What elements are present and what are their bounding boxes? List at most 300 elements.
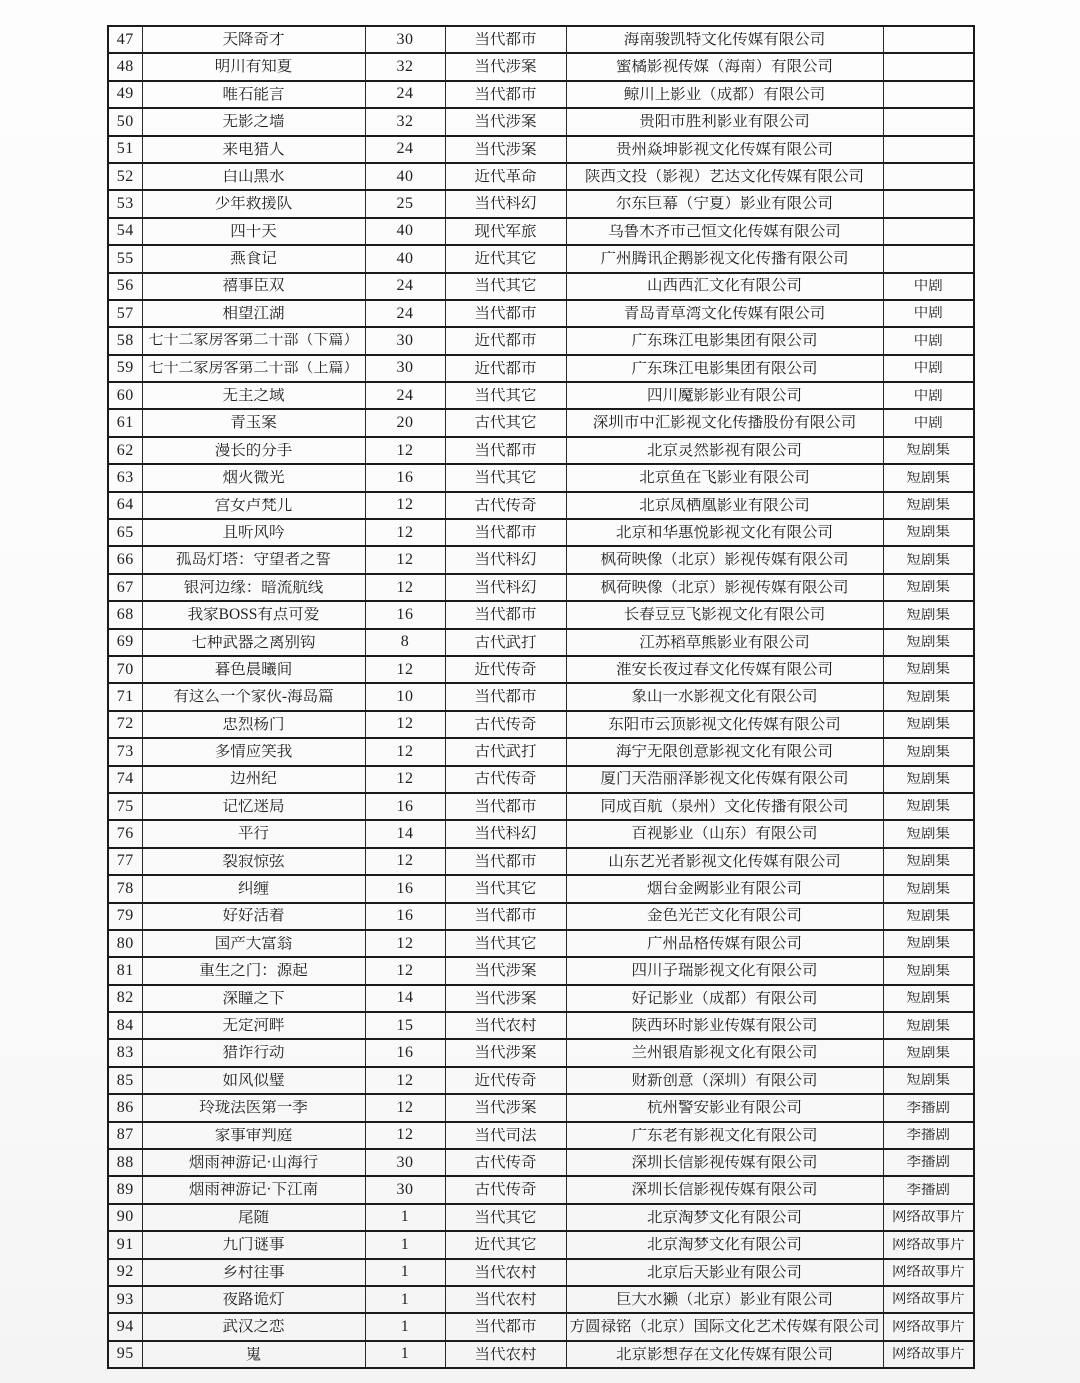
episode-count: 25: [396, 196, 414, 213]
table-row: [108, 1231, 974, 1258]
category-cell: [883, 327, 974, 354]
genre: 当代司法: [474, 1127, 537, 1144]
category-cell: [883, 793, 974, 820]
row-number-cell: [108, 1259, 142, 1286]
row-number-cell: [108, 1341, 142, 1368]
production-company: 烟台金阙影业有限公司: [646, 881, 802, 897]
title-cell: [142, 711, 365, 738]
genre-cell: [445, 903, 566, 930]
genre: 近代其它: [474, 1237, 537, 1253]
genre-cell: [445, 574, 566, 601]
row-number-cell: [108, 629, 142, 656]
table-row: [108, 985, 974, 1012]
table-body: [108, 26, 974, 1368]
episode-count: 20: [396, 415, 414, 432]
genre: 当代其它: [474, 935, 537, 952]
row-number: 57: [116, 305, 134, 322]
drama-title: 夜路诡灯: [222, 1291, 285, 1308]
production-company: 北京凤栖凰影业有限公司: [639, 497, 810, 514]
episode-count: 12: [396, 743, 414, 760]
company-cell: [566, 108, 883, 135]
row-number: 95: [116, 1346, 134, 1363]
production-company: 深圳长信影视传媒有限公司: [631, 1182, 818, 1198]
production-company: 北京影想存在文化传媒有限公司: [615, 1346, 833, 1363]
company-cell: [566, 629, 883, 656]
company-cell: [566, 930, 883, 957]
drama-title: 边州纪: [230, 771, 277, 787]
table-row: [108, 108, 974, 135]
row-number: 77: [116, 853, 134, 870]
company-cell: [566, 1286, 883, 1313]
table-row: [108, 81, 974, 108]
row-number: 78: [116, 880, 134, 897]
episode-count: 1: [400, 1236, 410, 1253]
genre-cell: [445, 1176, 566, 1203]
row-number-cell: [108, 1286, 142, 1313]
genre: 古代其它: [474, 415, 537, 431]
company-cell: [566, 327, 883, 354]
drama-title: 青玉案: [230, 415, 277, 431]
category-cell: [883, 903, 974, 930]
genre-cell: [445, 409, 566, 436]
category-cell: [883, 683, 974, 710]
genre-cell: [445, 957, 566, 984]
drama-title: 有这么一个家伙-海岛篇: [173, 689, 334, 705]
table-row: [108, 382, 974, 409]
episode-count-cell: [365, 1204, 445, 1231]
genre-cell: [445, 218, 566, 245]
row-number-cell: [108, 1204, 142, 1231]
row-number: 48: [116, 59, 134, 76]
genre-cell: [445, 437, 566, 464]
row-number: 65: [116, 524, 134, 541]
title-cell: [142, 601, 365, 628]
drama-title: 相望江湖: [222, 305, 285, 322]
episode-count: 24: [396, 278, 414, 295]
episode-count-cell: [365, 820, 445, 847]
genre-cell: [445, 1259, 566, 1286]
genre-cell: [445, 108, 566, 135]
category-cell: [883, 711, 974, 738]
category-cell: [883, 766, 974, 793]
row-number-cell: [108, 519, 142, 546]
title-cell: [142, 492, 365, 519]
table-row: [108, 1012, 974, 1039]
genre-cell: [445, 1122, 566, 1149]
episode-count-cell: [365, 492, 445, 519]
genre: 当代都市: [474, 86, 537, 103]
row-number-cell: [108, 820, 142, 847]
row-number: 64: [116, 497, 134, 514]
genre: 当代农村: [474, 1346, 537, 1363]
category-cell: [883, 1231, 974, 1258]
production-company: 广州品格传媒有限公司: [646, 935, 802, 952]
title-cell: [142, 766, 365, 793]
genre: 当代都市: [474, 31, 537, 48]
row-number-cell: [108, 875, 142, 902]
row-number-cell: [108, 957, 142, 984]
category: 季播剧: [906, 1155, 950, 1170]
company-cell: [566, 875, 883, 902]
category-cell: [883, 108, 974, 135]
production-company: 山西西汇文化有限公司: [646, 278, 802, 294]
production-company: 杭州警安影业有限公司: [646, 1100, 802, 1116]
row-number-cell: [108, 930, 142, 957]
category-cell: [883, 1039, 974, 1066]
episode-count-cell: [365, 683, 445, 710]
genre-cell: [445, 1231, 566, 1258]
category-cell: [883, 1012, 974, 1039]
row-number-cell: [108, 985, 142, 1012]
category-cell: [883, 136, 974, 163]
category: 短剧集: [906, 443, 950, 458]
row-number: 62: [116, 442, 134, 459]
title-cell: [142, 1122, 365, 1149]
genre-cell: [445, 81, 566, 108]
production-company: 广东珠江电影集团有限公司: [631, 360, 818, 377]
title-cell: [142, 875, 365, 902]
category: 短剧集: [906, 936, 950, 951]
genre-cell: [445, 793, 566, 820]
row-number-cell: [108, 1012, 142, 1039]
drama-title: 国产大富翁: [214, 935, 293, 952]
table-row: [108, 848, 974, 875]
row-number: 89: [116, 1182, 134, 1199]
drama-title: 孤岛灯塔：守望者之誓: [175, 552, 331, 568]
title-cell: [142, 218, 365, 245]
row-number-cell: [108, 492, 142, 519]
drama-title: 好好活着: [222, 908, 285, 924]
company-cell: [566, 1259, 883, 1286]
category: 季播剧: [906, 1100, 950, 1116]
table-row: [108, 1259, 974, 1286]
drama-title: 无定河畔: [222, 1018, 285, 1034]
company-cell: [566, 903, 883, 930]
title-cell: [142, 81, 365, 108]
episode-count: 30: [396, 31, 414, 48]
row-number: 76: [116, 826, 134, 843]
episode-count-cell: [365, 793, 445, 820]
company-cell: [566, 656, 883, 683]
category: 短剧集: [906, 1045, 950, 1061]
category: 短剧集: [906, 552, 950, 568]
company-cell: [566, 1313, 883, 1340]
row-number-cell: [108, 53, 142, 80]
title-cell: [142, 1176, 365, 1203]
row-number: 94: [116, 1319, 134, 1336]
genre-cell: [445, 1039, 566, 1066]
company-cell: [566, 163, 883, 190]
table-row: [108, 53, 974, 80]
category: 短剧集: [906, 662, 950, 677]
category-cell: [883, 738, 974, 765]
company-cell: [566, 1204, 883, 1231]
category-cell: [883, 519, 974, 546]
row-number: 83: [116, 1045, 134, 1062]
title-cell: [142, 683, 365, 710]
episode-count-cell: [365, 985, 445, 1012]
company-cell: [566, 1149, 883, 1176]
genre-cell: [445, 820, 566, 847]
title-cell: [142, 820, 365, 847]
genre-cell: [445, 875, 566, 902]
drama-title: 九门谜事: [222, 1237, 285, 1253]
row-number-cell: [108, 574, 142, 601]
production-company: 蜜橘影视传媒（海南）有限公司: [615, 59, 833, 75]
company-cell: [566, 1176, 883, 1203]
genre: 当代都市: [474, 853, 537, 870]
title-cell: [142, 1259, 365, 1286]
company-cell: [566, 793, 883, 820]
genre: 当代科幻: [474, 552, 537, 568]
genre-cell: [445, 300, 566, 327]
category: 季播剧: [906, 1182, 950, 1198]
genre: 当代其它: [474, 388, 537, 404]
company-cell: [566, 273, 883, 300]
genre-cell: [445, 163, 566, 190]
company-cell: [566, 81, 883, 108]
production-company: 长春豆豆飞影视文化有限公司: [623, 607, 826, 623]
genre-cell: [445, 519, 566, 546]
row-number: 66: [116, 552, 134, 569]
production-company: 兰州银盾影视文化有限公司: [631, 1045, 818, 1061]
genre: 当代其它: [474, 278, 537, 294]
row-number-cell: [108, 437, 142, 464]
title-cell: [142, 1012, 365, 1039]
table-row: [108, 601, 974, 628]
row-number: 85: [116, 1072, 134, 1089]
genre: 当代都市: [474, 908, 537, 924]
row-number: 60: [116, 387, 134, 404]
row-number: 61: [116, 415, 134, 432]
table-row: [108, 1094, 974, 1121]
company-cell: [566, 1231, 883, 1258]
production-company: 青岛青草湾文化传媒有限公司: [623, 305, 826, 322]
production-company: 北京淘梦文化有限公司: [646, 1237, 802, 1253]
title-cell: [142, 1067, 365, 1094]
episode-count: 12: [396, 771, 414, 788]
episode-count: 12: [396, 853, 414, 870]
row-number-cell: [108, 1094, 142, 1121]
title-cell: [142, 793, 365, 820]
drama-title: 记忆迷局: [222, 798, 285, 815]
genre-cell: [445, 26, 566, 53]
episode-count: 12: [396, 661, 414, 678]
episode-count: 1: [400, 1264, 410, 1281]
episode-count: 30: [396, 1182, 414, 1199]
row-number-cell: [108, 26, 142, 53]
category-cell: [883, 273, 974, 300]
category: 中剧: [913, 388, 943, 404]
category-cell: [883, 218, 974, 245]
company-cell: [566, 26, 883, 53]
episode-count-cell: [365, 53, 445, 80]
episode-count-cell: [365, 930, 445, 957]
category-cell: [883, 53, 974, 80]
episode-count: 1: [400, 1291, 410, 1308]
genre-cell: [445, 327, 566, 354]
episode-count: 30: [396, 332, 414, 349]
category: 中剧: [913, 306, 943, 321]
row-number: 67: [116, 579, 134, 596]
company-cell: [566, 766, 883, 793]
title-cell: [142, 53, 365, 80]
category: 中剧: [913, 278, 943, 294]
title-cell: [142, 190, 365, 217]
episode-count-cell: [365, 766, 445, 793]
table-row: [108, 327, 974, 354]
table-row: [108, 464, 974, 491]
episode-count-cell: [365, 1012, 445, 1039]
episode-count-cell: [365, 1313, 445, 1340]
episode-count-cell: [365, 957, 445, 984]
row-number-cell: [108, 1039, 142, 1066]
category: 网络故事片: [892, 1265, 965, 1280]
title-cell: [142, 300, 365, 327]
genre-cell: [445, 1067, 566, 1094]
row-number: 52: [116, 168, 134, 185]
row-number-cell: [108, 848, 142, 875]
title-cell: [142, 382, 365, 409]
episode-count: 16: [396, 469, 414, 486]
row-number-cell: [108, 1313, 142, 1340]
company-cell: [566, 1341, 883, 1368]
genre-cell: [445, 190, 566, 217]
row-number: 68: [116, 606, 134, 623]
category-cell: [883, 382, 974, 409]
genre: 古代武打: [474, 634, 537, 651]
category: 短剧集: [906, 525, 950, 540]
company-cell: [566, 437, 883, 464]
category-cell: [883, 848, 974, 875]
genre-cell: [445, 738, 566, 765]
episode-count-cell: [365, 245, 445, 272]
episode-count-cell: [365, 273, 445, 300]
genre: 古代武打: [474, 744, 537, 760]
genre: 当代涉案: [474, 963, 537, 979]
row-number-cell: [108, 683, 142, 710]
category-cell: [883, 464, 974, 491]
table-row: [108, 793, 974, 820]
row-number-cell: [108, 766, 142, 793]
genre-cell: [445, 1149, 566, 1176]
category-cell: [883, 1286, 974, 1313]
genre: 近代都市: [474, 360, 537, 377]
production-company: 海宁无限创意影视文化有限公司: [615, 744, 833, 760]
row-number-cell: [108, 108, 142, 135]
episode-count-cell: [365, 464, 445, 491]
genre-cell: [445, 683, 566, 710]
genre: 当代农村: [474, 1264, 537, 1281]
category: 短剧集: [906, 963, 950, 979]
episode-count: 32: [396, 113, 414, 130]
title-cell: [142, 957, 365, 984]
episode-count: 16: [396, 798, 414, 815]
row-number-cell: [108, 163, 142, 190]
category: 短剧集: [906, 799, 950, 814]
drama-title: 纠缠: [237, 881, 269, 897]
drama-title: 无主之域: [222, 388, 285, 404]
genre-cell: [445, 136, 566, 163]
row-number: 51: [116, 141, 134, 158]
episode-count-cell: [365, 574, 445, 601]
category: 中剧: [913, 415, 943, 431]
category: 季播剧: [906, 1128, 950, 1143]
company-cell: [566, 464, 883, 491]
category-cell: [883, 629, 974, 656]
category-cell: [883, 875, 974, 902]
drama-title: 乡村往事: [222, 1264, 285, 1281]
production-company: 北京和华惠悦影视文化有限公司: [615, 524, 833, 541]
category-cell: [883, 409, 974, 436]
episode-count-cell: [365, 1231, 445, 1258]
row-number-cell: [108, 738, 142, 765]
episode-count: 8: [400, 634, 410, 651]
drama-title: 无影之墙: [222, 114, 285, 130]
episode-count: 12: [396, 935, 414, 952]
drama-title: 多情应笑我: [214, 744, 293, 760]
title-cell: [142, 1149, 365, 1176]
drama-title: 我家BOSS有点可爱: [187, 607, 320, 623]
genre: 当代都市: [474, 607, 537, 623]
table-row: [108, 190, 974, 217]
row-number: 80: [116, 935, 134, 952]
row-number: 90: [116, 1209, 134, 1226]
production-company: 象山一水影视文化有限公司: [631, 689, 818, 705]
production-company: 方圆禄铭（北京）国际文化艺术传媒有限公司: [569, 1319, 880, 1335]
episode-count-cell: [365, 848, 445, 875]
title-cell: [142, 574, 365, 601]
table-row: [108, 26, 974, 53]
table-row: [108, 656, 974, 683]
company-cell: [566, 1067, 883, 1094]
company-cell: [566, 820, 883, 847]
title-cell: [142, 1313, 365, 1340]
row-number-cell: [108, 218, 142, 245]
company-cell: [566, 985, 883, 1012]
episode-count: 1: [400, 1346, 410, 1363]
episode-count: 12: [396, 579, 414, 596]
production-company: 北京灵然影视有限公司: [646, 442, 802, 459]
table-row: [108, 437, 974, 464]
category: 短剧集: [906, 881, 950, 897]
drama-title: 深瞳之下: [222, 990, 285, 1007]
category: 网络故事片: [892, 1292, 965, 1307]
row-number: 53: [116, 196, 134, 213]
episode-count-cell: [365, 875, 445, 902]
episode-count: 40: [396, 250, 414, 267]
genre-cell: [445, 1204, 566, 1231]
production-company: 乌鲁木齐市己恒文化传媒有限公司: [608, 223, 841, 240]
genre-cell: [445, 848, 566, 875]
episode-count: 12: [396, 1127, 414, 1144]
category-cell: [883, 1149, 974, 1176]
episode-count: 24: [396, 305, 414, 322]
genre: 当代农村: [474, 1291, 537, 1308]
row-number: 74: [116, 771, 134, 788]
genre-cell: [445, 1012, 566, 1039]
company-cell: [566, 711, 883, 738]
row-number-cell: [108, 190, 142, 217]
row-number: 92: [116, 1264, 134, 1281]
genre: 近代传奇: [474, 661, 537, 678]
table-row: [108, 1149, 974, 1176]
title-cell: [142, 437, 365, 464]
title-cell: [142, 1231, 365, 1258]
category-cell: [883, 245, 974, 272]
row-number-cell: [108, 711, 142, 738]
company-cell: [566, 218, 883, 245]
